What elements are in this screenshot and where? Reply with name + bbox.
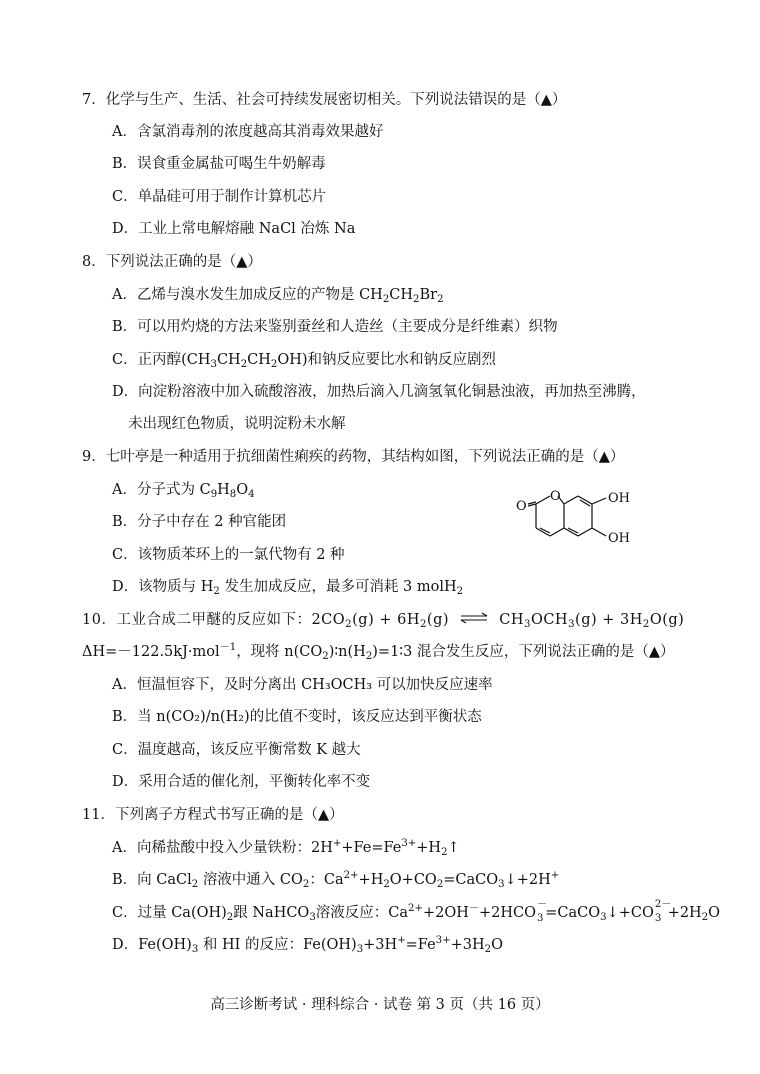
struct-label-oh-bottom: OH <box>608 531 630 546</box>
q8-stem: 8．下列说法正确的是（▲） <box>82 254 262 270</box>
struct-label-oh-top: OH <box>608 491 630 506</box>
q9-option-a: A．分子式为 $C_9H_8O_4$ <box>112 482 255 500</box>
q7-stem: 7．化学与生产、生活、社会可持续发展密切相关。下列说法错误的是（▲） <box>82 92 567 108</box>
q9-option-d: D．该物质与 $H_2$ 发生加成反应，最多可消耗 3 molH$_2$ <box>112 579 464 597</box>
q9-option-c: C．该物质苯环上的一氯代物有 2 种 <box>112 547 345 563</box>
q7-option-c: C．单晶硅可用于制作计算机芯片 <box>112 189 327 205</box>
q11-option-a: A．向稀盐酸中投入少量铁粉：$2H^++Fe=Fe^{3+}+H_2↑$ <box>112 838 460 858</box>
q10-stem-line2: ΔH=－122.5kJ·mol$^{-1}$，现将 $n(CO_2)∶n(H_2)=1∶3$ 混合发生反应，下列说法正确的是（▲） <box>82 642 675 662</box>
q11-stem: 11．下列离子方程式书写正确的是（▲） <box>82 807 344 823</box>
struct-label-o-ring: O <box>550 489 561 504</box>
q11-option-b: B．向 CaCl$_2$ 溶液中通入 $CO_2$：$Ca^{2+}+H_2O+CO_2=CaCO_3↓+2H^+$ <box>112 870 560 890</box>
q10-stem-line1: 10．工业合成二甲醚的反应如下：$2CO_2(g) + 6H_2(g) CH_3OCH_3(g) + 3H_2O(g)$ <box>82 612 685 630</box>
esculetin-structure-diagram <box>508 484 668 574</box>
q10-option-b: B．当 n(CO₂)/n(H₂)的比值不变时，该反应达到平衡状态 <box>112 709 482 725</box>
equilibrium-arrow-icon <box>460 610 488 630</box>
q7-option-a: A．含氯消毒剂的浓度越高其消毒效果越好 <box>112 124 384 140</box>
page-footer: 高三诊断考试 · 理科综合 · 试卷 第 3 页（共 16 页） <box>210 997 550 1013</box>
q9-option-b: B．分子中存在 2 种官能团 <box>112 514 287 530</box>
struct-label-o-carbonyl: O <box>516 499 527 514</box>
q8-option-a: A．乙烯与溴水发生加成反应的产物是 $CH_2CH_2Br_2$ <box>112 287 444 305</box>
q7-option-d: D．工业上常电解熔融 NaCl 冶炼 Na <box>112 221 356 237</box>
q8-option-d-line2: 未出现红色物质，说明淀粉未水解 <box>128 416 346 432</box>
q9-stem: 9．七叶亭是一种适用于抗细菌性痢疾的药物，其结构如图，下列说法正确的是（▲） <box>82 449 625 465</box>
q8-option-c: C．正丙醇$(CH_3CH_2CH_2OH)$和钠反应要比水和钠反应剧烈 <box>112 352 497 370</box>
q7-option-b: B．误食重金属盐可喝生牛奶解毒 <box>112 156 326 172</box>
q8-option-d-line1: D．向淀粉溶液中加入硫酸溶液，加热后滴入几滴氢氧化铜悬浊液，再加热至沸腾， <box>112 384 646 400</box>
q10-option-a: A．恒温恒容下，及时分离出 CH₃OCH₃ 可以加快反应速率 <box>112 677 493 693</box>
q8-option-b: B．可以用灼烧的方法来鉴别蚕丝和人造丝（主要成分是纤维素）织物 <box>112 319 558 335</box>
q11-option-d: D．$Fe(OH)_3$ 和 HI 的反应：$Fe(OH)_3+3H^+=Fe^{3+}+3H_2O$ <box>112 935 503 955</box>
q11-option-c: C．过量 $Ca(OH)_2$跟 NaHCO$_3$溶液反应：$Ca^{2+}+2OH^-+2HCO$ － 3 =CaCO$_3$↓+CO 2－ 3 $+2H_2O$ <box>112 899 721 924</box>
q10-option-c: C．温度越高，该反应平衡常数 K 越大 <box>112 742 361 758</box>
q10-option-d: D．采用合适的催化剂，平衡转化率不变 <box>112 774 371 790</box>
